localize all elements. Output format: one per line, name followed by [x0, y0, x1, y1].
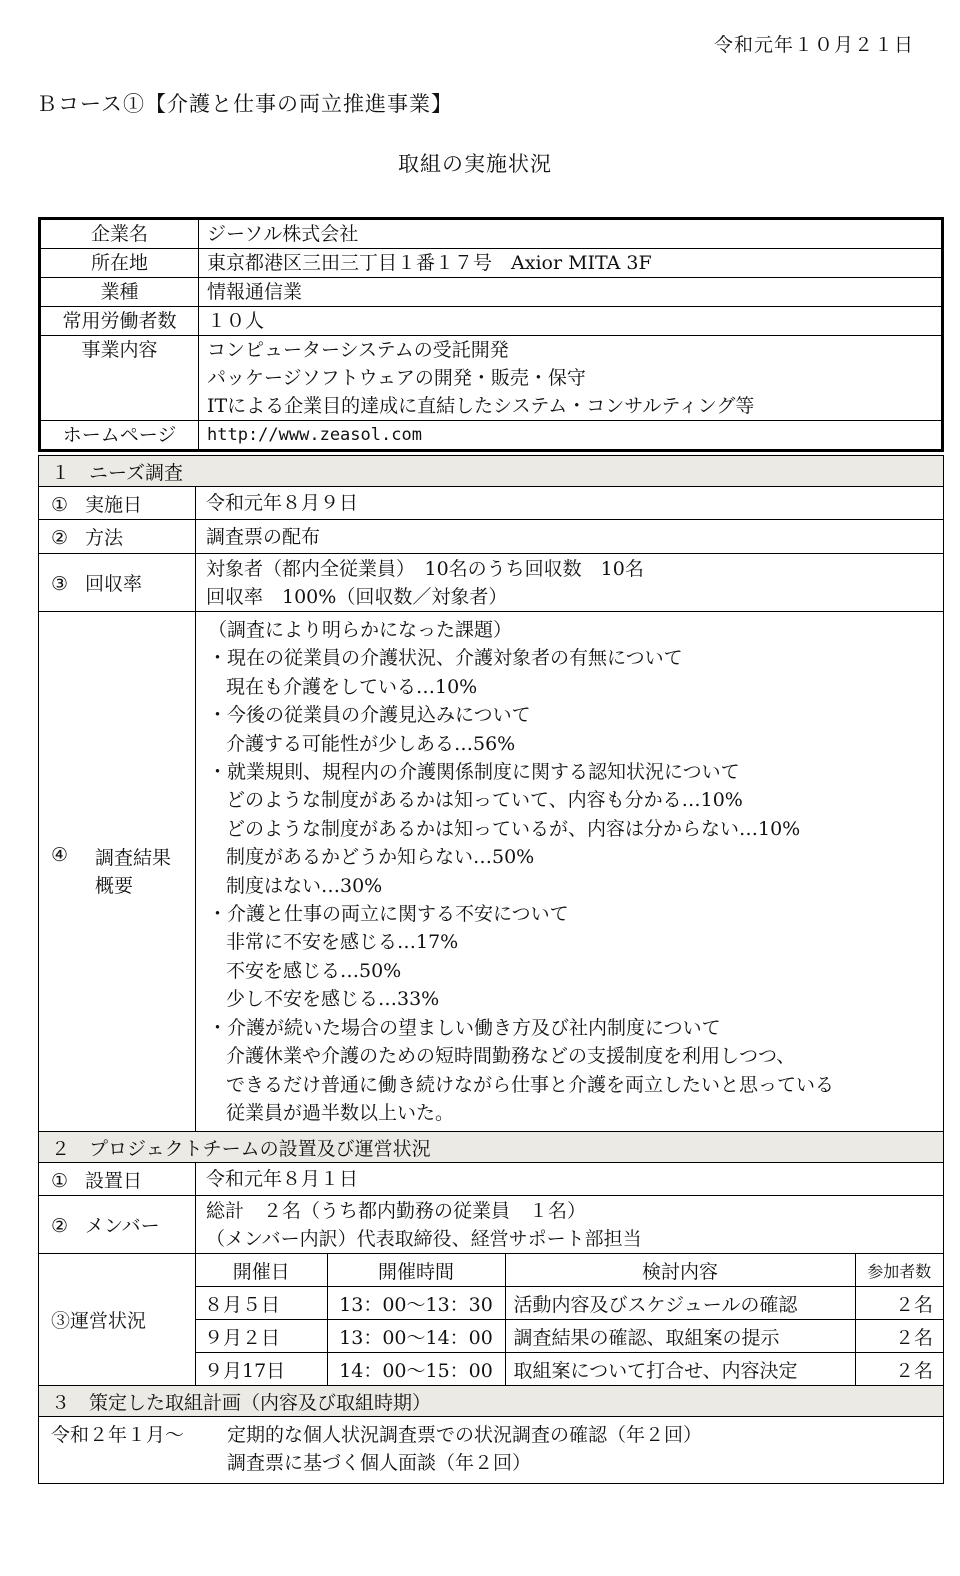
- section2-title-cell: [39, 1132, 944, 1163]
- response-rate-label-text: 回収率: [85, 573, 143, 595]
- summary-line: ・介護と仕事の両立に関する不安について: [208, 903, 569, 926]
- summary-line: 従業員が過半数以上いた。: [226, 1101, 455, 1124]
- survey-method-label-text: 方法: [85, 527, 124, 549]
- summary-line: 介護休業や介護のための短時間勤務などの支援制度を利用しつつ、: [226, 1045, 796, 1068]
- summary-line: どのような制度があるかは知っていて、内容も分かる…10%: [226, 789, 743, 812]
- meetings-header-time: 開催時間: [327, 1254, 505, 1287]
- section1-header: [39, 456, 944, 487]
- summary-line: ・今後の従業員の介護見込みについて: [208, 704, 531, 727]
- business-line: パッケージソフトウェアの開発・販売・保守: [207, 367, 586, 389]
- members-label: [39, 1196, 196, 1254]
- survey-summary-label: [39, 612, 196, 1132]
- survey-date-value: 令和元年８月９日: [196, 487, 944, 520]
- summary-line: （調査により明らかになった課題）: [208, 619, 513, 641]
- company-business-row: [40, 336, 943, 421]
- survey-date-row: [39, 487, 944, 520]
- members-number: ②: [51, 1215, 69, 1238]
- section2-title: プロジェクトチームの設置及び運営状況: [89, 1137, 431, 1160]
- company-industry-value: 情報通信業: [199, 278, 943, 307]
- response-rate-label: [39, 554, 196, 612]
- table-row: [196, 1353, 943, 1386]
- meeting-time: 13：00～13：30: [327, 1287, 505, 1320]
- company-homepage-link[interactable]: http://www.zeasol.com: [199, 421, 943, 451]
- meeting-count: ２名: [855, 1353, 943, 1386]
- members-line: 総計 ２名（うち都内勤務の従業員 １名）: [206, 1199, 587, 1222]
- survey-summary-value: [196, 612, 944, 1132]
- summary-line: 介護する可能性が少しある…56%: [226, 732, 516, 755]
- company-business-value: [199, 336, 943, 421]
- summary-line: 不安を感じる…50%: [226, 959, 402, 982]
- survey-method-number: ②: [51, 527, 69, 549]
- summary-label-line: 調査結果: [95, 846, 172, 869]
- document-date: 令和元年１０月２１日: [713, 34, 914, 56]
- summary-label-line: 概要: [95, 874, 134, 897]
- response-rate-line: 回収率 100%（回収数／対象者）: [206, 585, 508, 608]
- summary-line: 制度があるかどうか知らない…50%: [226, 846, 535, 869]
- company-employees-value: １０人: [199, 307, 943, 336]
- meeting-time: 14：00～15：00: [327, 1353, 505, 1386]
- meetings-cell: [196, 1254, 944, 1386]
- section3-title-cell: [39, 1386, 944, 1417]
- summary-line: ・介護が続いた場合の望ましい働き方及び社内制度について: [208, 1016, 721, 1039]
- plan-items: [227, 1421, 702, 1477]
- response-rate-line: 対象者（都内全従業員） 10名のうち回収数 10名: [206, 557, 644, 580]
- meetings-table: [196, 1254, 943, 1385]
- meetings-header-date: 開催日: [196, 1254, 327, 1287]
- company-name-row: [40, 219, 943, 249]
- survey-summary-number: ④: [51, 843, 69, 866]
- section1-title-cell: [39, 456, 944, 487]
- survey-date-label-text: 実施日: [85, 493, 143, 516]
- setup-date-label: [39, 1163, 196, 1196]
- operations-row: [39, 1254, 944, 1386]
- summary-line: どのような制度があるかは知っているが、内容は分からない…10%: [226, 817, 801, 840]
- survey-summary-row: [39, 612, 944, 1132]
- company-employees-label: 常用労働者数: [40, 307, 199, 336]
- survey-method-value: 調査票の配布: [196, 520, 944, 554]
- company-industry-row: [40, 278, 943, 307]
- plan-item: 調査票に基づく個人面談（年２回）: [227, 1452, 532, 1475]
- setup-date-label-text: 設置日: [85, 1169, 143, 1192]
- company-industry-label: 業種: [40, 278, 199, 307]
- company-employees-row: [40, 307, 943, 336]
- survey-date-number: ①: [51, 493, 69, 516]
- summary-line: ・現在の従業員の介護状況、介護対象者の有無について: [208, 647, 683, 670]
- summary-line: ・就業規則、規程内の介護関係制度に関する認知状況について: [208, 761, 740, 784]
- survey-date-label: [39, 487, 196, 520]
- setup-date-number: ①: [51, 1169, 69, 1192]
- section3-header: [39, 1386, 944, 1417]
- section3-number: ３: [51, 1391, 71, 1414]
- meeting-date: ９月２日: [196, 1320, 327, 1353]
- summary-line: 非常に不安を感じる…17%: [226, 931, 459, 954]
- company-address-label: 所在地: [40, 249, 199, 278]
- meetings-header-row: [196, 1254, 943, 1287]
- table-row: [196, 1320, 943, 1353]
- section1-number: １: [51, 461, 71, 484]
- summary-line: 少し不安を感じる…33%: [226, 988, 440, 1011]
- survey-method-row: [39, 520, 944, 554]
- plan-row: [39, 1417, 944, 1484]
- summary-line: 現在も介護をしている…10%: [226, 675, 478, 698]
- meeting-content: 取組案について打合せ、内容決定: [505, 1353, 855, 1386]
- survey-method-label: [39, 520, 196, 554]
- section2-header: [39, 1132, 944, 1163]
- meeting-content: 活動内容及びスケジュールの確認: [505, 1287, 855, 1320]
- company-business-label: 事業内容: [40, 336, 199, 421]
- page-title: 取組の実施状況: [398, 152, 552, 176]
- meeting-time: 13：00～14：00: [327, 1320, 505, 1353]
- meeting-content: 調査結果の確認、取組案の提示: [505, 1320, 855, 1353]
- meeting-date: ９月17日: [196, 1353, 327, 1386]
- members-value: [196, 1196, 944, 1254]
- members-row: [39, 1196, 944, 1254]
- summary-line: 制度はない…30%: [226, 874, 383, 897]
- meeting-count: ２名: [855, 1287, 943, 1320]
- operations-label: ③運営状況: [39, 1254, 196, 1386]
- plan-when: 令和２年１月～: [51, 1424, 185, 1447]
- plan-item: 定期的な個人状況調査票での状況調査の確認（年２回）: [227, 1424, 703, 1447]
- table-row: [196, 1287, 943, 1320]
- members-line: （メンバー内訳）代表取締役、経営サポート部担当: [206, 1227, 642, 1250]
- section3-title: 策定した取組計画（内容及び取組時期）: [89, 1391, 432, 1414]
- setup-date-value: 令和元年８月１日: [196, 1163, 944, 1196]
- plan-cell: [39, 1417, 944, 1484]
- company-homepage-label: ホームページ: [40, 421, 199, 451]
- company-address-row: [40, 249, 943, 278]
- survey-summary-label-text: [95, 844, 171, 900]
- response-rate-value: [196, 554, 944, 612]
- response-rate-row: [39, 554, 944, 612]
- meeting-date: ８月５日: [196, 1287, 327, 1320]
- meetings-header-count: 参加者数: [855, 1254, 943, 1287]
- business-line: ITによる企業目的達成に直結したシステム・コンサルティング等: [207, 395, 755, 417]
- meetings-header-content: 検討内容: [505, 1254, 855, 1287]
- setup-date-row: [39, 1163, 944, 1196]
- company-name-label: 企業名: [40, 219, 199, 249]
- members-label-text: メンバー: [85, 1215, 160, 1238]
- business-line: コンピューターシステムの受託開発: [207, 339, 509, 361]
- response-rate-number: ③: [51, 573, 69, 595]
- meeting-count: ２名: [855, 1320, 943, 1353]
- section1-title: ニーズ調査: [89, 461, 184, 484]
- status-table: [38, 455, 944, 1484]
- section2-number: ２: [51, 1137, 71, 1160]
- company-homepage-row: [40, 421, 943, 451]
- course-heading: Ｂコース①【介護と仕事の両立推進事業】: [36, 92, 453, 116]
- company-name-value: ジーソル株式会社: [199, 219, 943, 249]
- company-info-table: [38, 217, 944, 452]
- summary-line: できるだけ普通に働き続けながら仕事と介護を両立したいと思っている: [226, 1073, 835, 1096]
- company-address-value: 東京都港区三田三丁目１番１７号 Axior MITA 3F: [199, 249, 943, 278]
